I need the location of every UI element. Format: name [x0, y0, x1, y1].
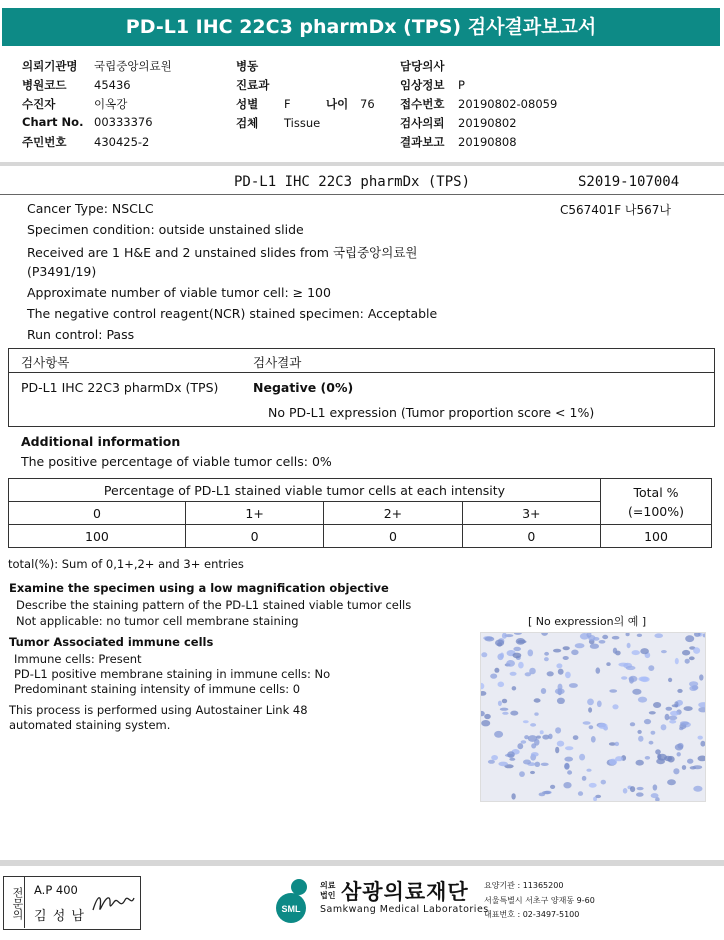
cell-nucleus [563, 646, 570, 650]
cell-nucleus [618, 663, 628, 667]
cell-nucleus [621, 676, 627, 679]
cell-nucleus [565, 746, 573, 750]
result-value: Negative (0%) [253, 380, 354, 395]
doctor-code: A.P 400 [34, 883, 78, 897]
cell-nucleus [491, 755, 498, 760]
cell-nucleus [513, 653, 522, 659]
cell-nucleus [612, 636, 620, 640]
cell-nucleus [609, 689, 617, 692]
cell-nucleus [623, 788, 628, 794]
cell-nucleus [583, 721, 591, 724]
cell-nucleus [684, 706, 693, 711]
cell-nucleus [632, 650, 640, 655]
cell-nucleus [606, 662, 610, 666]
examine-title: Examine the specimen using a low magnification objective [9, 581, 389, 595]
cell-nucleus [534, 712, 538, 715]
cell-nucleus [495, 640, 504, 647]
cell-nucleus [589, 725, 594, 729]
info-hospital-code [22, 77, 131, 93]
cell-nucleus [565, 672, 571, 679]
info-specimen [236, 115, 320, 131]
cell-nucleus [509, 758, 515, 761]
cell-nucleus [602, 635, 608, 639]
cell-nucleus [693, 765, 703, 769]
org-english-name: Samkwang Medical Laboratories [320, 904, 489, 915]
label: 수진자 [22, 97, 56, 111]
value: 20190808 [458, 135, 517, 149]
org-prefix [320, 881, 335, 901]
info-chart-no [22, 115, 153, 129]
label: 검체 [236, 116, 259, 130]
cell-nucleus [523, 760, 531, 765]
additional-title: Additional information [21, 434, 181, 449]
cell-nucleus [564, 763, 570, 770]
result-value-header: 검사결과 [253, 355, 302, 370]
image-caption: [ No expression의 예 ] [528, 615, 647, 628]
value: 20190802-08059 [458, 97, 558, 111]
info-report-date [400, 134, 517, 150]
cell-nucleus [645, 756, 650, 760]
cell-nucleus [627, 643, 631, 648]
info-receipt-no [400, 96, 557, 112]
cell-nucleus [612, 704, 618, 709]
cell-nucleus [638, 736, 643, 742]
cell-nucleus [596, 667, 601, 673]
cell-nucleus [563, 656, 569, 660]
cell-nucleus [541, 688, 546, 694]
report-line-block-id: (P3491/19) [27, 264, 97, 279]
value-2plus: 0 [324, 525, 462, 548]
cell-nucleus [589, 783, 597, 788]
examine-line2: Not applicable: no tumor cell membrane staining [16, 614, 299, 628]
cell-nucleus [668, 678, 672, 682]
cell-nucleus [669, 720, 676, 724]
label: 의뢰기관명 [22, 59, 78, 73]
cell-nucleus [575, 643, 585, 648]
cell-nucleus [689, 656, 695, 660]
cell-nucleus [485, 637, 495, 642]
col-3plus: 3+ [462, 502, 600, 525]
divider [0, 194, 724, 195]
cell-nucleus [521, 740, 527, 743]
label: 담당의사 [400, 59, 445, 73]
value: 430425-2 [94, 135, 150, 149]
cell-nucleus [518, 662, 524, 669]
label: 검사의뢰 [400, 116, 445, 130]
cell-nucleus [564, 757, 573, 762]
cell-nucleus [531, 752, 539, 757]
cell-nucleus [540, 730, 544, 734]
specimen-code: C567401F 나567나 [560, 203, 671, 217]
test-title: PD-L1 IHC 22C3 pharmDx (TPS) [234, 174, 471, 190]
report-line-tumor-cells: Approximate number of viable tumor cell: ≥ 100 [27, 285, 331, 300]
cell-nucleus [629, 676, 638, 682]
cell-nucleus [677, 752, 681, 756]
immune-line3: Predominant staining intensity of immune cells: 0 [14, 682, 301, 696]
label: 성별 [236, 97, 259, 111]
info-clinical-info [400, 77, 465, 93]
value: 76 [360, 97, 375, 111]
cell-nucleus [657, 754, 661, 760]
cell-nucleus [685, 635, 694, 642]
cell-nucleus [510, 711, 518, 716]
total-header [601, 479, 712, 525]
cell-nucleus [484, 714, 491, 719]
cell-nucleus [615, 742, 620, 746]
report-line-ncr: The negative control reagent(NCR) stained specimen: Acceptable [27, 306, 438, 321]
value-0: 100 [9, 525, 186, 548]
cell-nucleus [582, 776, 587, 781]
cell-nucleus [555, 747, 559, 754]
specialist-label: 전문의 [3, 876, 25, 928]
cell-nucleus [502, 699, 507, 704]
cell-nucleus [511, 793, 515, 799]
cell-nucleus [556, 663, 562, 668]
doctor-name: 김 성 남 [34, 909, 85, 924]
additional-text: The positive percentage of viable tumor cells: 0% [21, 454, 332, 469]
cell-nucleus [638, 697, 647, 703]
table-header-row [9, 479, 712, 502]
cell-nucleus [523, 720, 529, 723]
cell-nucleus [530, 723, 536, 727]
cell-nucleus [519, 771, 525, 777]
cell-nucleus [651, 731, 656, 735]
cell-nucleus [638, 677, 648, 682]
cell-nucleus [530, 771, 535, 774]
cell-nucleus [587, 699, 594, 706]
cell-nucleus [630, 722, 635, 726]
table-footnote: total(%): Sum of 0,1+,2+ and 3+ entries [8, 557, 244, 571]
cell-nucleus [640, 648, 649, 654]
label: 진료과 [236, 78, 270, 92]
cell-nucleus [661, 650, 667, 653]
cell-nucleus [534, 698, 541, 702]
cell-nucleus [655, 749, 661, 754]
cell-nucleus [571, 650, 578, 656]
org-name: 삼광의료재단 [341, 880, 469, 904]
microscopy-image [480, 632, 706, 802]
cell-nucleus [651, 793, 659, 798]
org-address: 서울특별시 서초구 양재동 9-60 [484, 896, 595, 905]
cell-nucleus [573, 735, 579, 740]
value-total: 100 [601, 525, 712, 548]
cell-nucleus [630, 786, 635, 792]
col-2plus: 2+ [324, 502, 462, 525]
cell-nucleus [636, 760, 644, 766]
cell-nucleus [632, 689, 641, 695]
signature-image [90, 888, 136, 918]
cell-nucleus [494, 731, 503, 738]
report-number: S2019-107004 [578, 174, 680, 190]
cell-nucleus [541, 763, 549, 766]
cell-nucleus [673, 768, 679, 774]
report-title: PD-L1 IHC 22C3 pharmDx (TPS) 검사결과보고서 [2, 8, 720, 46]
cell-nucleus [557, 698, 565, 704]
footer-separator [0, 860, 724, 866]
cell-nucleus [500, 653, 504, 659]
cell-nucleus [502, 712, 508, 715]
cell-nucleus [528, 649, 534, 656]
value: F [284, 97, 291, 111]
result-item: PD-L1 IHC 22C3 pharmDx (TPS) [21, 380, 219, 395]
cell-nucleus [488, 760, 495, 764]
cell-nucleus [567, 770, 572, 774]
cell-nucleus [653, 784, 658, 790]
org-phone: 대표번호 : 02-3497-5100 [484, 910, 580, 919]
org-prefix-2: 법인 [320, 891, 336, 900]
value: 국립중앙의료원 [94, 59, 172, 73]
cell-nucleus [649, 741, 654, 745]
report-line-specimen-condition: Specimen condition: outside unstained slide [27, 222, 304, 237]
cell-nucleus [699, 674, 703, 680]
value: P [458, 78, 465, 92]
total-header-line1: Total % [633, 484, 679, 500]
col-1plus: 1+ [185, 502, 323, 525]
cell-nucleus [637, 730, 641, 734]
process-line1: This process is performed using Autostainer Link 48 [9, 703, 308, 717]
value-3plus: 0 [462, 525, 600, 548]
cell-nucleus [653, 702, 661, 708]
cell-nucleus [539, 793, 546, 797]
cell-nucleus [661, 724, 667, 730]
cell-nucleus [597, 701, 602, 708]
institution-code: 요양기관 : 11365200 [484, 881, 564, 890]
cell-nucleus [693, 786, 702, 792]
cell-nucleus [481, 652, 487, 657]
value: 00333376 [94, 115, 153, 129]
cell-nucleus [654, 633, 663, 638]
cell-nucleus [544, 652, 549, 656]
cell-nucleus [498, 701, 502, 706]
result-item-header: 검사항목 [21, 355, 70, 370]
info-sex [236, 96, 291, 112]
immune-line2: PD-L1 positive membrane staining in immune cells: No [14, 667, 331, 681]
label: 병동 [236, 59, 259, 73]
cell-nucleus [555, 727, 561, 733]
cell-nucleus [637, 787, 644, 790]
info-patient-name [22, 96, 127, 112]
cell-nucleus [579, 754, 585, 761]
cell-nucleus [517, 743, 523, 749]
cell-nucleus [670, 711, 679, 716]
intensity-header: Percentage of PD-L1 stained viable tumor cells at each intensity [9, 479, 601, 502]
cell-nucleus [557, 741, 564, 747]
cell-nucleus [500, 708, 509, 711]
cell-nucleus [675, 744, 683, 751]
value-1plus: 0 [185, 525, 323, 548]
cell-nucleus [601, 780, 606, 785]
cell-nucleus [507, 751, 515, 758]
cell-nucleus [665, 714, 670, 721]
col-0: 0 [9, 502, 186, 525]
cell-nucleus [534, 739, 539, 746]
label: 병원코드 [22, 78, 67, 92]
info-requesting-institution [22, 58, 172, 74]
cell-nucleus [698, 736, 703, 740]
cell-nucleus [536, 736, 541, 739]
cell-nucleus [578, 791, 583, 796]
cell-nucleus [550, 785, 555, 789]
label: 주민번호 [22, 135, 67, 149]
cell-nucleus [648, 665, 654, 671]
cell-nucleus [553, 649, 561, 653]
cell-nucleus [669, 716, 678, 721]
cell-nucleus [672, 704, 678, 707]
immune-line1: Immune cells: Present [14, 652, 142, 666]
cell-nucleus [675, 658, 679, 664]
cell-nucleus [513, 647, 521, 651]
cell-nucleus [498, 682, 505, 688]
info-age [326, 96, 375, 112]
result-note: No PD-L1 expression (Tumor proportion score < 1%) [268, 405, 595, 420]
cell-nucleus [598, 723, 608, 729]
org-prefix-1: 의료 [320, 881, 336, 890]
cell-nucleus [547, 671, 554, 676]
info-attending-doctor [400, 58, 458, 74]
label: 임상정보 [400, 78, 445, 92]
cell-nucleus [586, 769, 591, 772]
cell-nucleus [626, 666, 636, 670]
separator [0, 162, 724, 166]
cell-nucleus [591, 736, 596, 743]
report-line-received: Received are 1 H&E and 2 unstained slides from 국립중앙의료원 [27, 245, 418, 260]
process-line2: automated staining system. [9, 718, 171, 732]
cell-nucleus [590, 644, 599, 649]
info-ward [236, 58, 258, 74]
cell-nucleus [481, 720, 490, 726]
cell-nucleus [494, 668, 499, 673]
cell-nucleus [563, 782, 571, 788]
cell-nucleus [677, 689, 682, 693]
cell-nucleus [615, 756, 623, 761]
cell-nucleus [525, 672, 532, 676]
cell-nucleus [636, 792, 644, 796]
report-line-run-control: Run control: Pass [27, 327, 135, 342]
cell-nucleus [544, 657, 549, 661]
examine-line1: Describe the staining pattern of the PD-L1 stained viable tumor cells [16, 598, 412, 612]
cell-nucleus [649, 711, 656, 714]
logo-text: SML [281, 904, 301, 914]
cell-nucleus [555, 688, 565, 694]
total-header-line2: (=100%) [628, 503, 684, 519]
cell-nucleus [666, 707, 673, 711]
result-header-divider [9, 372, 714, 373]
immune-title: Tumor Associated immune cells [9, 635, 214, 649]
value: 이옥강 [94, 97, 128, 111]
cell-nucleus [599, 640, 606, 644]
value: 20190802 [458, 116, 517, 130]
cell-nucleus [685, 659, 690, 664]
cell-nucleus [588, 707, 592, 712]
label: 접수번호 [400, 97, 445, 111]
cell-nucleus [498, 762, 508, 767]
value: 45436 [94, 78, 131, 92]
cell-nucleus [687, 759, 693, 764]
cell-nucleus [682, 765, 686, 770]
cell-nucleus [644, 719, 651, 724]
sml-logo-icon [270, 876, 318, 926]
cell-nucleus [490, 674, 497, 679]
value: Tissue [284, 116, 321, 130]
cell-nucleus [637, 634, 642, 637]
cell-nucleus [542, 735, 549, 740]
info-request-date [400, 115, 517, 131]
cell-nucleus [689, 686, 697, 691]
microscopy-cells [481, 633, 705, 801]
cell-nucleus [524, 735, 529, 739]
cell-nucleus [680, 721, 689, 725]
report-line-cancer-type: Cancer Type: NSCLC [27, 201, 154, 216]
cell-nucleus [512, 686, 517, 690]
cell-nucleus [682, 650, 690, 656]
cell-nucleus [693, 647, 700, 654]
cell-nucleus [510, 672, 517, 676]
cell-nucleus [517, 640, 526, 644]
label: 결과보고 [400, 135, 445, 149]
cell-nucleus [613, 648, 617, 654]
cell-nucleus [506, 660, 515, 667]
cell-nucleus [558, 669, 564, 675]
cell-nucleus [667, 779, 676, 785]
cell-nucleus [569, 683, 578, 688]
info-resident-no [22, 134, 149, 150]
info-department [236, 77, 269, 93]
cell-nucleus [595, 795, 601, 798]
table-row [9, 525, 712, 548]
label: Chart No. [22, 115, 84, 129]
intensity-table [8, 478, 712, 548]
label: 나이 [326, 97, 349, 111]
